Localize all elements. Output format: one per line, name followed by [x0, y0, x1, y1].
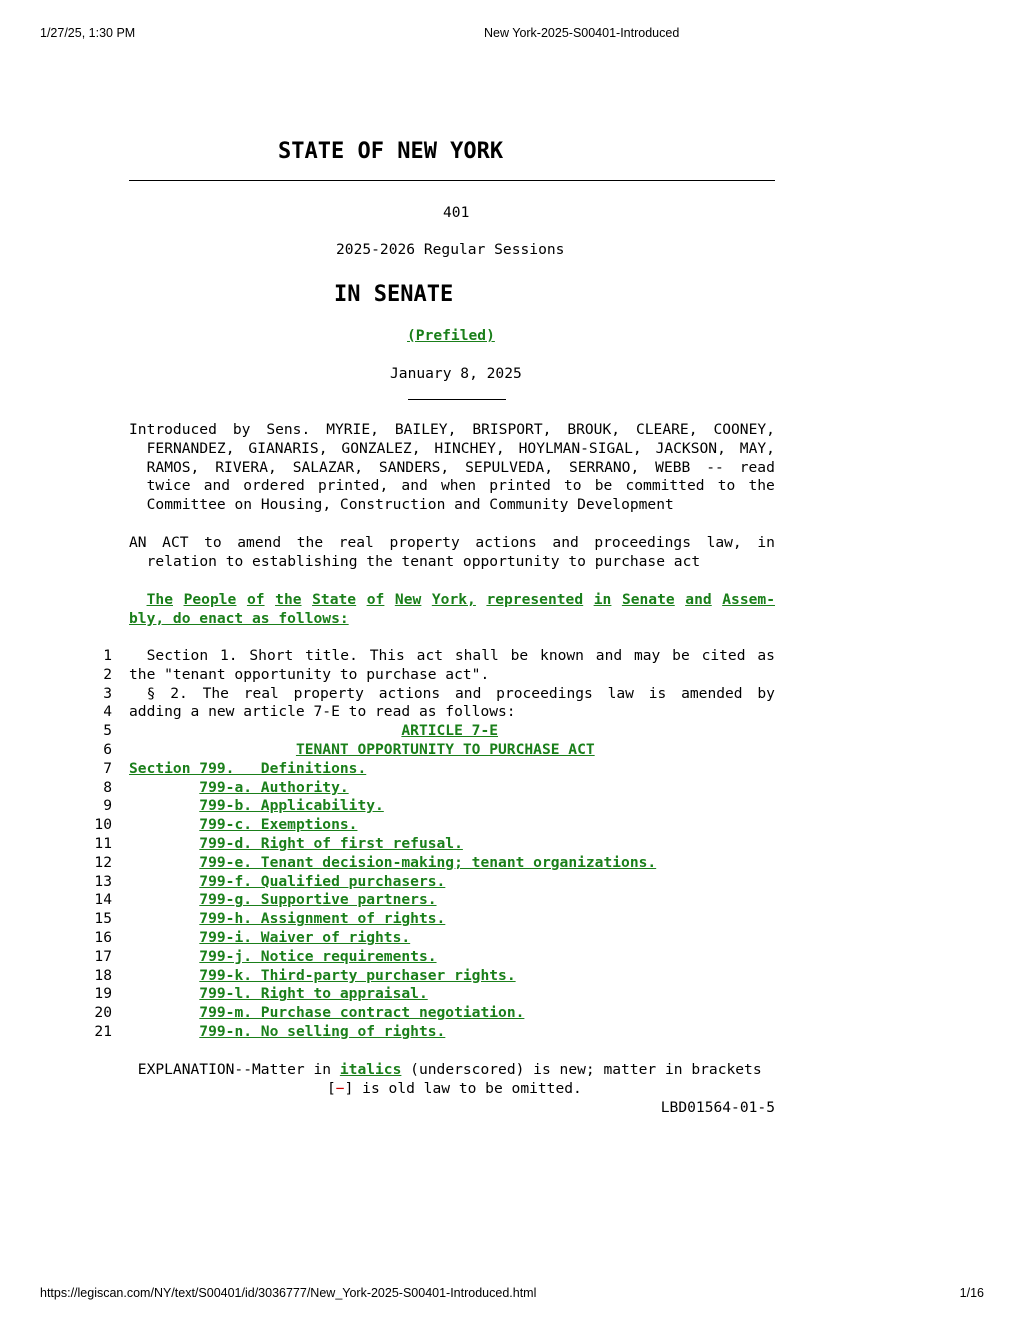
word: be [594, 477, 613, 495]
word: SALAZAR, [292, 458, 363, 476]
word: by [757, 684, 775, 702]
word: represented [486, 591, 584, 608]
explanation-text-c: is old law to be omitted. [353, 1080, 582, 1097]
session: 2025-2026 Regular Sessions [336, 241, 565, 258]
bill-code: LBD01564-01-5 [660, 1099, 775, 1116]
inserted-text: 799-k. Third-party purchaser rights. [199, 966, 516, 984]
word: BROUK, [567, 421, 621, 438]
inserted-text: 799-h. Assignment of rights. [199, 910, 446, 928]
word: read [739, 458, 775, 476]
word: be [510, 647, 529, 664]
plain-text [129, 948, 199, 965]
prefiled-label: (Prefiled) [407, 327, 495, 344]
word: RAMOS, [146, 458, 200, 476]
word: GIANARIS, [248, 439, 328, 457]
enacting-line: bly, do enact as follows: [129, 609, 349, 627]
bill-number: 401 [443, 204, 470, 221]
date-rule [408, 399, 506, 400]
inserted-text: 799-n. No selling of rights. [199, 1023, 446, 1040]
word: by [232, 421, 251, 438]
word: actions [475, 534, 537, 551]
word: New [394, 591, 422, 608]
body-line [129, 666, 489, 684]
word: property [293, 684, 364, 702]
title-rule [129, 180, 775, 181]
word: JACKSON, [655, 439, 726, 457]
word: -- [706, 458, 724, 476]
word: in [593, 591, 612, 608]
inserted-text: 799-c. Exemptions. [199, 816, 358, 834]
word: the [296, 534, 324, 551]
word: be [672, 647, 690, 664]
plain-text [129, 816, 199, 833]
plain-text [129, 779, 199, 796]
print-datetime: 1/27/25, 1:30 PM [40, 26, 136, 40]
introduced-line [147, 477, 775, 495]
chamber-title: IN SENATE [334, 282, 454, 307]
body-line [129, 929, 410, 947]
line-number: 3 [103, 684, 112, 702]
word: to [717, 477, 736, 495]
body-line [129, 891, 437, 909]
body-line [129, 741, 595, 759]
word: law [607, 684, 634, 702]
body-line [129, 835, 463, 853]
italics-word: italics [339, 1061, 402, 1078]
plain-text [129, 891, 199, 908]
plain-text [129, 929, 199, 946]
inserted-text: 799-g. Supportive partners. [199, 891, 437, 909]
word: SANDERS, [378, 458, 450, 476]
inserted-text: 799-f. Qualified purchasers. [199, 872, 446, 890]
word: COONEY, [713, 421, 775, 438]
body-line [129, 779, 349, 797]
body-line [129, 760, 366, 778]
print-doc-title: New York-2025-S00401-Introduced [484, 26, 680, 40]
explanation-line-1 [129, 1061, 762, 1079]
act-line [129, 534, 775, 552]
body-line [147, 685, 775, 703]
word: title. [305, 647, 358, 664]
word: GONZALEZ, [341, 439, 421, 457]
word: law, [706, 534, 742, 551]
line-number: 11 [94, 835, 112, 852]
line-number: 4 [103, 703, 112, 721]
word: proceedings [496, 684, 593, 702]
plain-text [129, 910, 199, 927]
word: RIVERA, [215, 458, 277, 476]
line-number: 12 [94, 853, 112, 871]
word: ordered [243, 477, 305, 495]
line-number: 18 [94, 966, 112, 984]
plain-text [129, 985, 199, 1002]
word: This [369, 647, 405, 664]
body-line [129, 985, 428, 1003]
line-number: 19 [94, 985, 112, 1003]
inserted-text: 799-l. Right to appraisal. [199, 985, 428, 1003]
inserted-text: 799-m. Purchase contract negotiation. [199, 1004, 525, 1022]
word: and [203, 477, 231, 495]
plain-text [129, 835, 199, 852]
line-number: 21 [94, 1023, 112, 1040]
line-number: 2 [103, 665, 112, 683]
line-number: 15 [94, 910, 112, 928]
line-number: 16 [94, 929, 112, 946]
word: and [595, 647, 623, 664]
plain-text [129, 722, 401, 739]
word: printed [489, 477, 551, 495]
body-line [129, 873, 445, 891]
word: BRISPORT, [472, 421, 552, 438]
word: the [748, 477, 775, 495]
line-number: 13 [94, 872, 112, 890]
word: The [202, 684, 229, 702]
line-number: 14 [94, 891, 112, 909]
word: Senate [621, 591, 675, 608]
word: to [204, 534, 222, 551]
body-line [129, 854, 656, 872]
word: and [455, 684, 482, 702]
word: property [389, 534, 460, 551]
explanation-text-b: (underscored) is new; matter in brackets [401, 1061, 762, 1078]
word: 1. [219, 647, 238, 664]
word: York, [431, 591, 476, 608]
word: actions [378, 684, 441, 702]
enacting-line [147, 591, 775, 609]
plain-text [129, 1004, 199, 1021]
word: MAY, [739, 439, 775, 457]
line-number: 10 [94, 816, 112, 834]
bracket-open: [ [327, 1080, 336, 1097]
word: act [416, 647, 444, 664]
body-line [129, 797, 384, 815]
plain-text [129, 873, 199, 890]
introduced-line: Committee on Housing, Construction and Community Development [146, 496, 674, 514]
introduced-line [147, 459, 775, 477]
word: real [243, 684, 279, 702]
word: Short [249, 647, 294, 664]
word: People [183, 591, 237, 608]
word: is [648, 684, 667, 702]
word: of [246, 591, 265, 608]
line-number: 1 [103, 647, 112, 664]
word: § [146, 684, 156, 702]
word: FERNANDEZ, [146, 439, 235, 457]
inserted-text: 799-d. Right of first refusal. [199, 835, 463, 852]
body-line [129, 948, 437, 966]
line-number: 7 [103, 759, 112, 777]
inserted-text: ARTICLE 7-E [401, 722, 499, 740]
act-line: relation to establishing the tenant opportunity to purchase act [146, 552, 701, 570]
body-line [147, 647, 775, 665]
word: State [312, 591, 357, 608]
word: committed [625, 477, 705, 495]
word: may [633, 647, 661, 664]
inserted-text: 799-e. Tenant decision-making; tenant organizations. [199, 853, 657, 871]
word: WEBB [655, 458, 691, 476]
line-number: 9 [103, 797, 112, 815]
inserted-text: 799-j. Notice requirements. [199, 947, 437, 965]
body-line [129, 1004, 524, 1022]
word: and [401, 477, 428, 495]
plain-text: the "tenant opportunity to purchase act". [129, 665, 490, 683]
inserted-text: 799-b. Applicability. [199, 797, 384, 815]
print-url[interactable]: https://legiscan.com/NY/text/S00401/id/3036777/New_York-2025-S00401-Introduced.html [40, 1286, 537, 1300]
word: Section [146, 647, 209, 664]
word: of [366, 591, 385, 608]
introduced-line [147, 440, 775, 458]
line-number: 20 [94, 1004, 112, 1022]
word: SERRANO, [568, 458, 640, 476]
state-title: STATE OF NEW YORK [278, 139, 504, 164]
word: The [146, 591, 173, 608]
plain-text [129, 854, 199, 871]
word: HOYLMAN-SIGAL, [518, 439, 642, 457]
word: and [685, 591, 712, 608]
word: HINCHEY, [434, 439, 505, 457]
word: CLEARE, [635, 421, 698, 438]
inserted-text: Section 799. Definitions. [129, 759, 367, 777]
word: and [552, 534, 579, 551]
word: the [275, 591, 302, 608]
word: amend [237, 534, 282, 551]
plain-text [129, 797, 199, 814]
word: 2. [170, 684, 188, 702]
line-number: 17 [94, 947, 112, 965]
word: cited [701, 647, 746, 664]
plain-text: adding a new article 7-E to read as follows: [129, 703, 516, 721]
explanation-line-2 [327, 1080, 582, 1098]
word: proceedings [594, 534, 691, 551]
body-line [129, 722, 498, 740]
word: to [563, 477, 582, 495]
body-line [129, 1023, 445, 1041]
word: Assem- [722, 591, 775, 608]
line-number: 5 [103, 722, 112, 740]
body-line [129, 703, 516, 721]
inserted-text: 799-a. Authority. [199, 778, 349, 796]
line-number: 8 [103, 778, 112, 796]
word: as [757, 647, 775, 664]
word: known [540, 647, 584, 664]
plain-text [129, 741, 296, 758]
bill-date: January 8, 2025 [390, 365, 522, 382]
inserted-text: 799-i. Waiver of rights. [199, 929, 411, 946]
word: Introduced [129, 421, 217, 438]
body-line [129, 967, 516, 985]
print-page-number: 1/16 [959, 1286, 984, 1300]
word: AN [129, 534, 147, 551]
word: amended [681, 684, 743, 702]
word: printed, [317, 477, 389, 495]
inserted-text: TENANT OPPORTUNITY TO PURCHASE ACT [295, 741, 595, 758]
word: when [440, 477, 477, 495]
explanation-text-a: EXPLANATION--Matter in [129, 1061, 340, 1078]
word: Sens. [266, 421, 311, 438]
plain-text [129, 1023, 199, 1040]
bracket-close: ] [344, 1080, 354, 1097]
line-number: 6 [103, 741, 112, 758]
bracket-dash: − [335, 1080, 345, 1097]
introduced-line [129, 421, 775, 439]
body-line [129, 910, 445, 928]
word: real [338, 534, 374, 551]
word: shall [454, 647, 499, 664]
plain-text [129, 967, 199, 984]
word: in [757, 534, 775, 551]
word: SEPULVEDA, [465, 458, 554, 476]
body-line [129, 816, 357, 834]
word: BAILEY, [394, 421, 457, 438]
word: ACT [162, 534, 189, 551]
word: twice [146, 477, 191, 495]
word: MYRIE, [326, 421, 379, 438]
